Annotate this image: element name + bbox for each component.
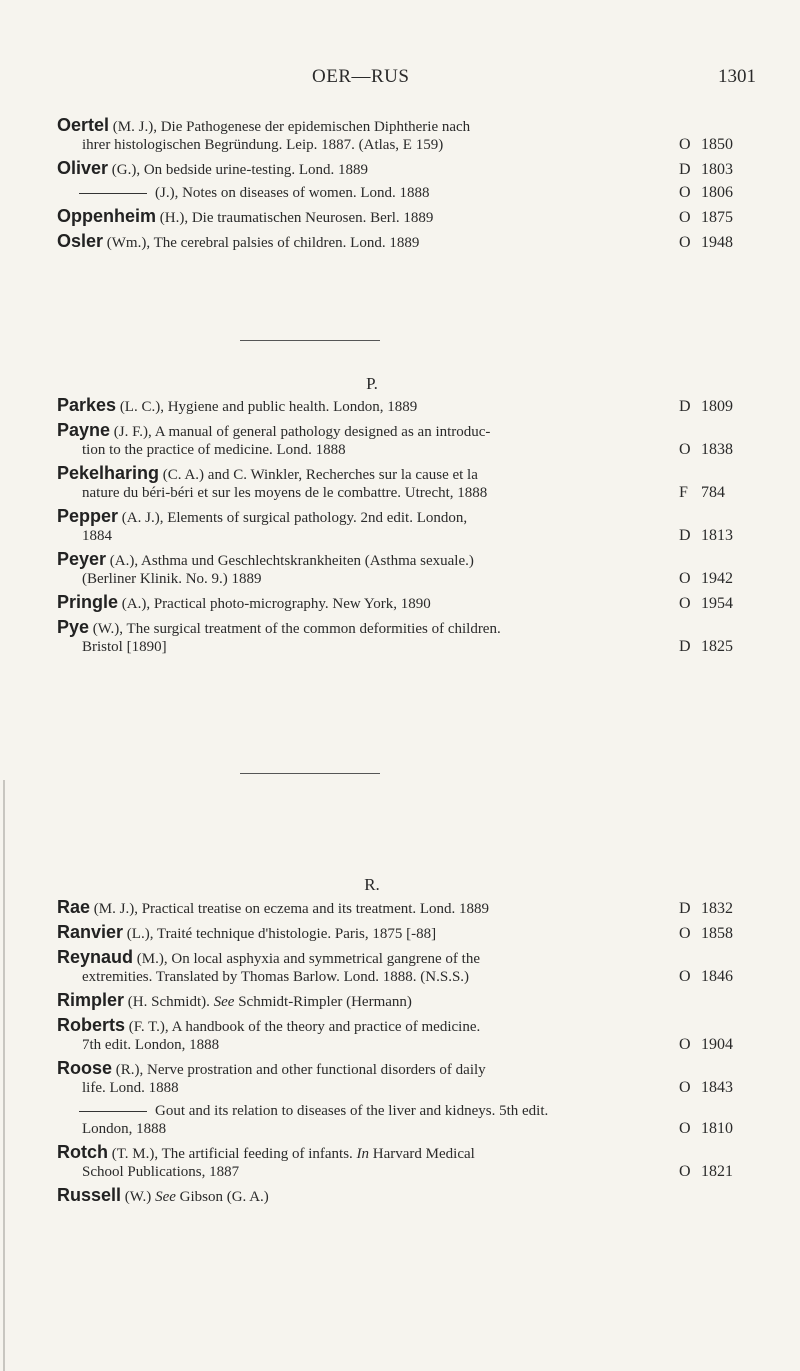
shelf-letter: D [679,161,691,178]
shelf-reference [679,1079,789,1097]
shelf-letter: O [679,136,691,153]
bibliography-entry [57,184,789,202]
entry-author: Pekelharing [57,463,160,483]
shelf-letter: D [679,527,691,544]
shelf-letter: O [679,925,691,942]
entry-title: (A.), Practical photo-micrography. New York, 1890 [118,596,431,612]
entry-author: Osler [57,231,104,251]
entry-see-reference: See [155,1189,176,1205]
entry-title: (A. J.), Elements of surgical pathology. 2nd edit. London, [118,510,468,526]
entry-title: (J.), Notes on diseases of women. Lond. 1888 [155,185,430,201]
entry-author: Parkes [57,395,117,415]
entry-see-reference: In [356,1146,370,1162]
bibliography-entry [57,550,789,588]
bibliography-entry [57,1186,789,1206]
shelf-number: 1838 [701,441,733,458]
entry-see-reference: See [213,994,235,1010]
shelf-number: 1948 [701,234,733,251]
bibliography-entry [57,207,789,227]
section-letter-r: R. [364,875,380,894]
shelf-number: 1832 [701,900,733,917]
shelf-number: 1875 [701,209,733,226]
bibliography-entry [57,116,789,154]
running-title: OER—RUS [312,66,410,87]
entry-title: (C. A.) and C. Winkler, Recherches sur la cause et la [159,467,478,483]
shelf-number: 1809 [701,398,733,415]
bibliography-entry [57,232,789,252]
entry-title: (G.), On bedside urine-testing. Lond. 1889 [108,162,368,178]
entry-title: (L. C.), Hygiene and public health. London, 1889 [116,399,418,415]
entry-title: Gout and its relation to diseases of the liver and kidneys. 5th edit. [155,1103,549,1119]
page-number: 1301 [718,66,756,87]
entry-text [57,1186,789,1206]
shelf-reference [679,527,789,545]
shelf-letter: D [679,638,691,655]
entry-author: Roose [57,1058,113,1078]
bibliography-entry [57,898,789,918]
entry-title: (H.), Die traumatischen Neurosen. Berl. 1889 [156,210,434,226]
ditto-dash [79,193,147,194]
bibliography-entry [57,1143,789,1181]
entry-title: (J. F.), A manual of general pathology designed as an introduc- [110,424,491,440]
shelf-letter: O [679,1036,691,1053]
section-p [0,396,800,661]
bibliography-entry [57,1102,789,1138]
shelf-reference [679,1120,789,1138]
shelf-letter: D [679,900,691,917]
shelf-letter: O [679,570,691,587]
entry-author: Pye [57,617,90,637]
entry-continuation: Bristol [1890] [82,639,167,655]
shelf-number: 1843 [701,1079,733,1096]
shelf-letter: O [679,968,691,985]
shelf-number: 1821 [701,1163,733,1180]
entry-author: Pepper [57,506,119,526]
shelf-reference [679,968,789,986]
shelf-number: 784 [701,484,725,501]
page-header [0,66,800,96]
entry-title: (Wm.), The cerebral palsies of children. Lond. 1889 [103,235,420,251]
shelf-letter: O [679,184,691,201]
entry-continuation: extremities. Translated by Thomas Barlow. Lond. 1888. (N.S.S.) [82,969,470,985]
entry-continuation: School Publications, 1887 [82,1164,240,1180]
entry-title: (R.), Nerve prostration and other functional disorders of daily [112,1062,486,1078]
bibliography-entry [57,923,789,943]
entry-continuation: tion to the practice of medicine. Lond. 1888 [82,442,346,458]
shelf-number: 1850 [701,136,733,153]
shelf-number: 1813 [701,527,733,544]
entry-title: (H. Schmidt). [124,994,214,1010]
entry-author: Roberts [57,1015,126,1035]
section-divider [240,340,380,341]
shelf-letter: O [679,441,691,458]
bibliography-entry [57,618,789,656]
entry-author: Oliver [57,158,109,178]
entry-author: Payne [57,420,111,440]
bibliography-entry [57,396,789,416]
entry-title: (T. M.), The artificial feeding of infants. [108,1146,357,1162]
entry-text [57,991,789,1011]
bibliography-entry [57,1059,789,1097]
bibliography-entry [57,1016,789,1054]
section-o [0,116,800,257]
shelf-reference [679,234,789,252]
entry-continuation: ihrer histologischen Begründung. Leip. 1887. (Atlas, E 159) [82,137,444,153]
entry-title: (L.), Traité technique d'histologie. Paris, 1875 [-88] [123,926,437,942]
entry-author: Peyer [57,549,107,569]
section-letter-p: P. [366,374,378,393]
entry-see-target: Gibson (G. A.) [175,1189,269,1205]
shelf-reference [679,398,789,416]
shelf-reference [679,1163,789,1181]
shelf-letter: O [679,209,691,226]
entry-see-target: Schmidt-Rimpler (Hermann) [234,994,412,1010]
entry-continuation: (Berliner Klinik. No. 9.) 1889 [82,571,262,587]
shelf-number: 1954 [701,595,733,612]
shelf-number: 1846 [701,968,733,985]
entry-title: (W.), The surgical treatment of the common deformities of children. [89,621,501,637]
shelf-letter: D [679,398,691,415]
bibliography-entry [57,464,789,502]
entry-author: Rimpler [57,990,125,1010]
bibliography-entry [57,593,789,613]
shelf-reference [679,209,789,227]
shelf-number: 1858 [701,925,733,942]
shelf-reference [679,441,789,459]
entry-see-target: Harvard Medical [369,1146,475,1162]
section-r [0,898,800,1211]
shelf-reference [679,595,789,613]
entry-author: Russell [57,1185,122,1205]
shelf-number: 1825 [701,638,733,655]
entry-title: (F. T.), A handbook of the theory and practice of medicine. [125,1019,481,1035]
shelf-letter: O [679,234,691,251]
shelf-reference [679,184,789,202]
entry-continuation: London, 1888 [82,1121,167,1137]
shelf-number: 1806 [701,184,733,201]
entry-author: Ranvier [57,922,124,942]
entry-title: (A.), Asthma und Geschlechtskrankheiten (Asthma sexuale.) [106,553,474,569]
shelf-reference [679,570,789,588]
section-divider [240,773,380,774]
shelf-reference [679,925,789,943]
entry-title: (M. J.), Practical treatise on eczema and its treatment. Lond. 1889 [90,901,490,917]
shelf-letter: O [679,1120,691,1137]
shelf-reference [679,484,789,502]
shelf-reference [679,1036,789,1054]
bibliography-entry [57,948,789,986]
shelf-letter: O [679,595,691,612]
entry-continuation: 1884 [82,528,112,544]
entry-author: Pringle [57,592,119,612]
ditto-dash [79,1111,147,1112]
entry-author: Rotch [57,1142,108,1162]
bibliography-entry [57,159,789,179]
shelf-letter: F [679,484,688,501]
shelf-number: 1904 [701,1036,733,1053]
entry-author: Oppenheim [57,206,157,226]
shelf-reference [679,638,789,656]
bibliography-entry [57,991,789,1011]
entry-author: Rae [57,897,91,917]
shelf-number: 1810 [701,1120,733,1137]
shelf-letter: O [679,1163,691,1180]
entry-continuation: 7th edit. London, 1888 [82,1037,220,1053]
shelf-number: 1942 [701,570,733,587]
entry-author: Reynaud [57,947,134,967]
entry-title: (W.) [121,1189,156,1205]
entry-title: (M. J.), Die Pathogenese der epidemischen Diphtherie nach [109,119,471,135]
shelf-number: 1803 [701,161,733,178]
shelf-letter: O [679,1079,691,1096]
entry-continuation: life. Lond. 1888 [82,1080,179,1096]
entry-title: (M.), On local asphyxia and symmetrical gangrene of the [133,951,481,967]
bibliography-entry [57,507,789,545]
shelf-reference [679,900,789,918]
entry-continuation: nature du béri-béri et sur les moyens de le combattre. Utrecht, 1888 [82,485,488,501]
bibliography-entry [57,421,789,459]
shelf-reference [679,136,789,154]
entry-author: Oertel [57,115,110,135]
shelf-reference [679,161,789,179]
